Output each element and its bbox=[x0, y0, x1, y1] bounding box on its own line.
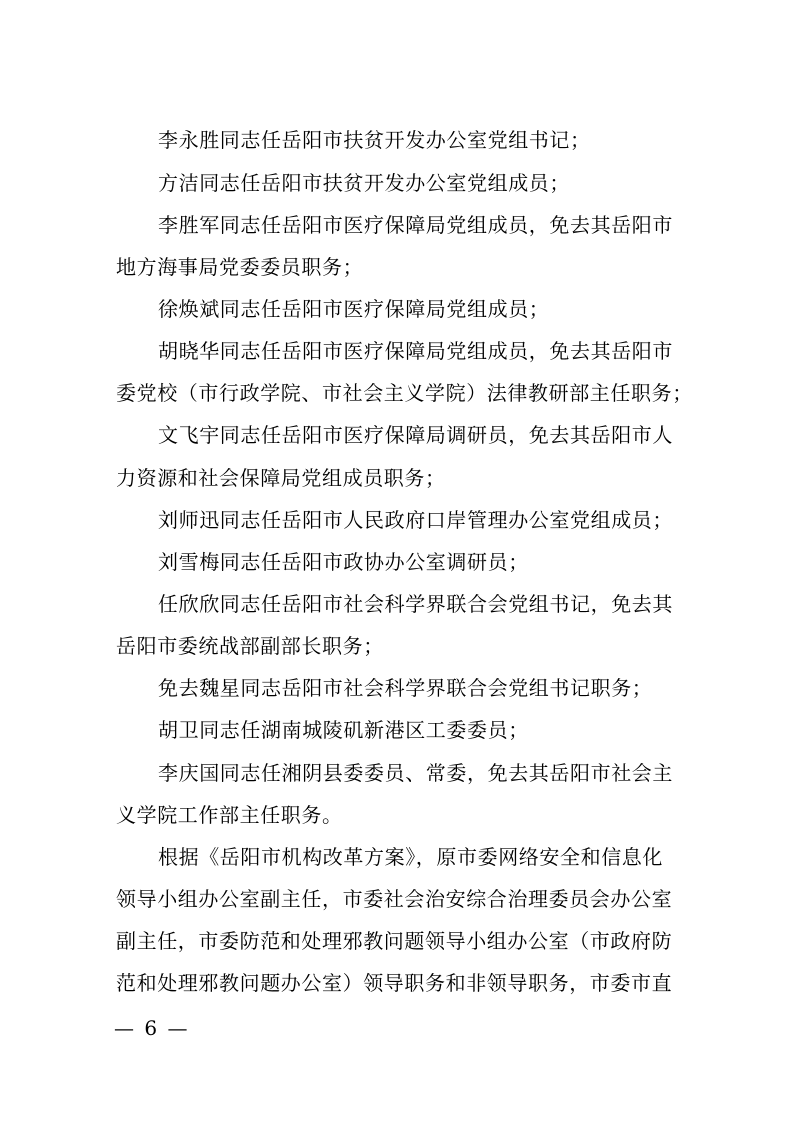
paragraph-line: 力资源和社会保障局党组成员职务； bbox=[116, 466, 446, 490]
paragraph-line: 领导小组办公室副主任，市委社会治安综合治理委员会办公室 bbox=[116, 887, 673, 911]
paragraph-line: 岳阳市委统战部副部长职务； bbox=[116, 634, 384, 658]
page-number: — 6 — bbox=[114, 1016, 190, 1040]
paragraph-line: 任欣欣同志任岳阳市社会科学界联合会党组书记，免去其 bbox=[158, 592, 673, 616]
paragraph-line: 胡卫同志任湖南城陵矶新港区工委委员； bbox=[158, 718, 529, 742]
paragraph-line: 根据《岳阳市机构改革方案》，原市委网络安全和信息化 bbox=[158, 845, 663, 869]
paragraph-line: 范和处理邪教问题办公室）领导职务和非领导职务，市委市直 bbox=[116, 971, 673, 995]
paragraph-line: 文飞宇同志任岳阳市医疗保障局调研员，免去其岳阳市人 bbox=[158, 423, 673, 447]
paragraph-line: 副主任，市委防范和处理邪教问题领导小组办公室（市政府防 bbox=[116, 929, 673, 953]
paragraph-line: 徐焕斌同志任岳阳市医疗保障局党组成员； bbox=[158, 297, 550, 321]
paragraph-line: 李庆国同志任湘阴县委委员、常委，免去其岳阳市社会主 bbox=[158, 761, 673, 785]
paragraph-line: 方洁同志任岳阳市扶贫开发办公室党组成员； bbox=[158, 171, 570, 195]
paragraph-line: 胡晓华同志任岳阳市医疗保障局党组成员，免去其岳阳市 bbox=[158, 339, 673, 363]
paragraph-line: 义学院工作部主任职务。 bbox=[116, 803, 343, 827]
paragraph-line: 李永胜同志任岳阳市扶贫开发办公室党组书记； bbox=[158, 128, 591, 152]
paragraph-line: 地方海事局党委委员职务； bbox=[116, 255, 364, 279]
paragraph-line: 免去魏星同志岳阳市社会科学界联合会党组书记职务； bbox=[158, 676, 653, 700]
paragraph-line: 委党校（市行政学院、市社会主义学院）法律教研部主任职务； bbox=[116, 381, 693, 405]
paragraph-line: 刘雪梅同志任岳阳市政协办公室调研员； bbox=[158, 550, 529, 574]
paragraph-line: 李胜军同志任岳阳市医疗保障局党组成员，免去其岳阳市 bbox=[158, 213, 673, 237]
paragraph-line: 刘师迅同志任岳阳市人民政府口岸管理办公室党组成员； bbox=[158, 508, 673, 532]
